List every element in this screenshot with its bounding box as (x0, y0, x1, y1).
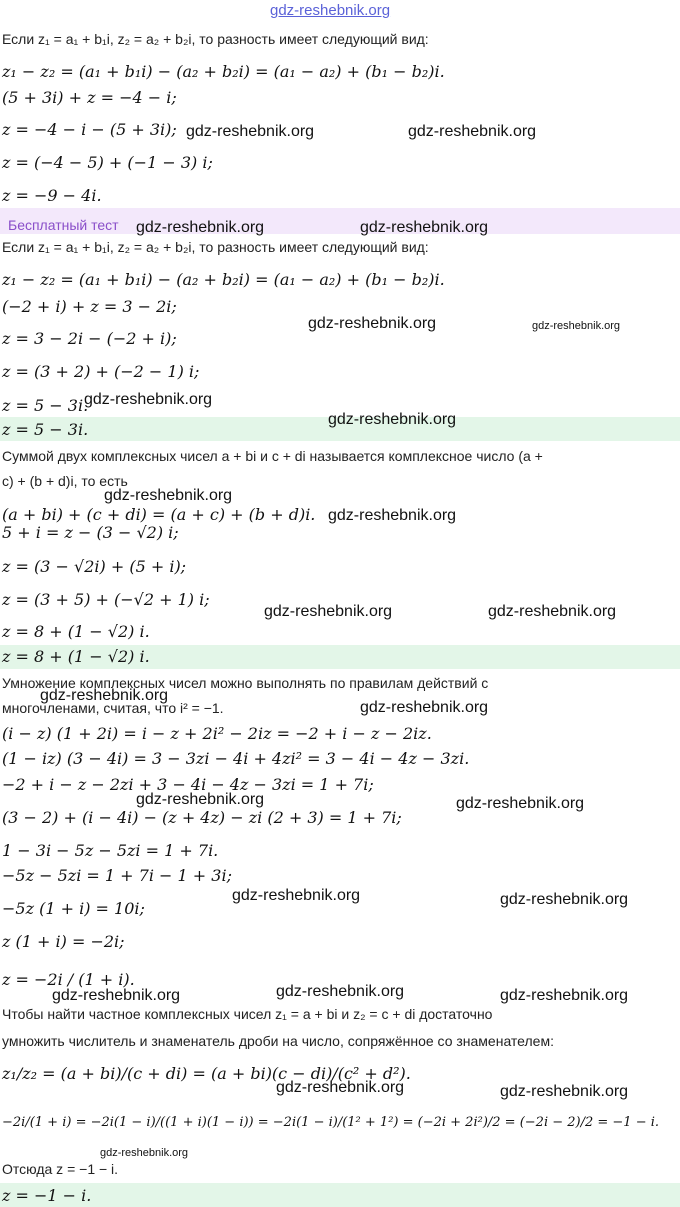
watermark-label: gdz-reshebnik.org (500, 987, 629, 1004)
math-line: (5 + 3i) + z = −4 − i; (2, 88, 177, 107)
math-line: z = (3 + 5) + (−√2 + 1) i; (2, 590, 210, 609)
watermark-label: gdz-reshebnik.org (136, 791, 265, 808)
watermark-label: gdz-reshebnik.org (232, 887, 361, 904)
watermark-label: gdz-reshebnik.org (136, 219, 265, 236)
watermark-label: gdz-reshebnik.org (100, 1147, 189, 1159)
math-line: 1 − 3i − 5z − 5zi = 1 + 7i. (2, 841, 219, 860)
watermark-label: gdz-reshebnik.org (328, 507, 457, 524)
watermark-label: gdz-reshebnik.org (360, 699, 489, 716)
watermark-label: gdz-reshebnik.org (276, 983, 405, 1000)
answer-line: z = 5 − 3i. (2, 420, 89, 439)
math-line: z (1 + i) = −2i; (2, 932, 125, 951)
watermark-label: gdz-reshebnik.org (276, 1079, 405, 1096)
watermark-label: gdz-reshebnik.org (532, 320, 621, 332)
watermark-label: gdz-reshebnik.org (408, 123, 537, 140)
math-line: z₁/z₂ = (a + bi)/(c + di) = (a + bi)(c − di)/(c² + d²). (2, 1064, 411, 1083)
math-line: z = −4 − i − (5 + 3i); (2, 120, 177, 139)
watermark-label: gdz-reshebnik.org (308, 315, 437, 332)
watermark-label: gdz-reshebnik.org (500, 1083, 629, 1100)
answer-line: z = 8 + (1 − √2) i. (2, 647, 150, 666)
text-line: Если z₁ = a₁ + b₁i, z₂ = a₂ + b₂i, то разность имеет следующий вид: (2, 239, 429, 255)
watermark-label: gdz-reshebnik.org (52, 987, 181, 1004)
math-line: −5z (1 + i) = 10i; (2, 899, 145, 918)
text-line: Умножение комплексных чисел можно выполнять по правилам действий с (2, 675, 489, 691)
math-line: z = (−4 − 5) + (−1 − 3) i; (2, 153, 213, 172)
math-line: (1 − iz) (3 − 4i) = 3 − 3zi − 4i + 4zi² = 3 − 4i − 4z − 3zi. (2, 749, 470, 768)
math-line: (i − z) (1 + 2i) = i − z + 2i² − 2iz = −2 + i − z − 2iz. (2, 724, 432, 743)
text-line: Чтобы найти частное комплексных чисел z₁ = a + bi и z₂ = c + di достаточно (2, 1006, 493, 1022)
math-line: z = (3 + 2) + (−2 − 1) i; (2, 362, 200, 381)
math-line: −5z − 5zi = 1 + 7i − 1 + 3i; (2, 866, 232, 885)
watermark-label: gdz-reshebnik.org (186, 123, 315, 140)
math-line: −2 + i − z − 2zi + 3 − 4i − 4z − 3zi = 1 + 7i; (2, 775, 374, 794)
text-line: c) + (b + d)i, то есть (2, 473, 128, 489)
math-line: z = 5 − 3i. (2, 396, 89, 415)
text-line: Суммой двух комплексных чисел a + bi и c + di называется комплексное число (a + (2, 448, 543, 464)
text-line: Отсюда z = −1 − i. (2, 1161, 119, 1177)
watermark-label: gdz-reshebnik.org (104, 487, 233, 504)
answer-line: z = −1 − i. (2, 1186, 92, 1205)
math-line: (3 − 2) + (i − 4i) − (z + 4z) − zi (2 + 3) = 1 + 7i; (2, 808, 402, 827)
math-line: z = −2i / (1 + i). (2, 970, 135, 989)
math-line: z = (3 − √2i) + (5 + i); (2, 557, 187, 576)
math-line: (−2 + i) + z = 3 − 2i; (2, 297, 177, 316)
watermark-label: gdz-reshebnik.org (264, 603, 393, 620)
watermark-label: gdz-reshebnik.org (360, 219, 489, 236)
math-line: z₁ − z₂ = (a₁ + b₁i) − (a₂ + b₂i) = (a₁ − a₂) + (b₁ − b₂)i. (2, 270, 445, 289)
math-line: z₁ − z₂ = (a₁ + b₁i) − (a₂ + b₂i) = (a₁ − a₂) + (b₁ − b₂)i. (2, 62, 445, 81)
watermark-label: gdz-reshebnik.org (40, 687, 169, 704)
math-line: z = 3 − 2i − (−2 + i); (2, 329, 177, 348)
top-watermark-link[interactable]: gdz-reshebnik.org (270, 2, 391, 19)
watermark-label: gdz-reshebnik.org (456, 795, 585, 812)
watermark-label: gdz-reshebnik.org (328, 411, 457, 428)
math-line: (a + bi) + (c + di) = (a + c) + (b + d)i. (2, 505, 316, 524)
watermark-label: gdz-reshebnik.org (84, 391, 213, 408)
watermark-label: gdz-reshebnik.org (488, 603, 617, 620)
text-line: многочленами, считая, что i² = −1. (2, 700, 224, 716)
text-line: умножить числитель и знаменатель дроби на число, сопряжённое со знаменателем: (2, 1033, 554, 1049)
answer-highlight-3 (0, 1183, 680, 1207)
math-line: −2i/(1 + i) = −2i(1 − i)/((1 + i)(1 − i)) = −2i(1 − i)/(1² + 1²) = (−2i + 2i²)/2 = (−2i − 2)/2 = −1 − i. (2, 1115, 660, 1130)
text-line: Если z₁ = a₁ + b₁i, z₂ = a₂ + b₂i, то разность имеет следующий вид: (2, 31, 429, 47)
math-line: 5 + i = z − (3 − √2) i; (2, 523, 179, 542)
free-test-badge[interactable]: Бесплатный тест (8, 217, 119, 233)
math-line: z = 8 + (1 − √2) i. (2, 622, 150, 641)
watermark-label: gdz-reshebnik.org (500, 891, 629, 908)
math-line: z = −9 − 4i. (2, 186, 102, 205)
